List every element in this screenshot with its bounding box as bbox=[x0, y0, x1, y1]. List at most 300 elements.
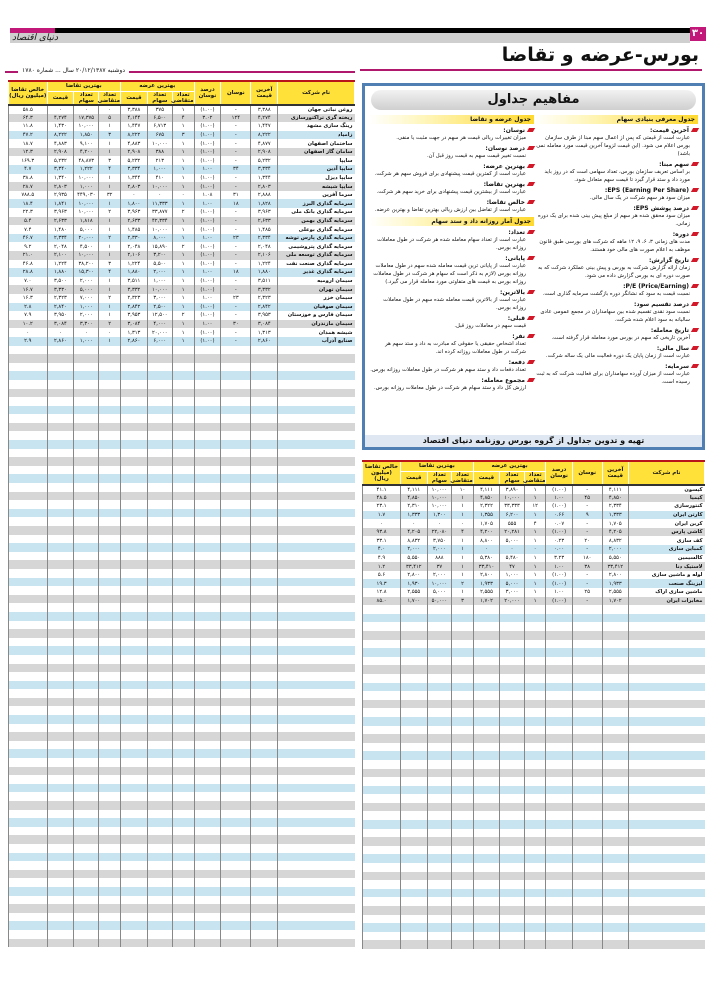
cell bbox=[47, 629, 74, 638]
cell: ۱ bbox=[99, 277, 121, 286]
company-name bbox=[629, 854, 705, 863]
company-name bbox=[278, 603, 355, 612]
cell bbox=[99, 354, 121, 363]
cell bbox=[473, 915, 499, 924]
cell bbox=[427, 897, 452, 906]
cell bbox=[221, 363, 251, 372]
cell bbox=[401, 923, 427, 932]
cell bbox=[121, 483, 148, 492]
cell: ۲۰,۰۰۰ bbox=[500, 597, 525, 606]
cell bbox=[572, 674, 602, 683]
table-row bbox=[9, 371, 355, 380]
cell bbox=[251, 517, 278, 526]
cell: ۲,۰۰۰ bbox=[401, 545, 427, 554]
cell bbox=[47, 921, 74, 930]
table-row bbox=[9, 853, 355, 862]
cell bbox=[473, 803, 499, 812]
cell bbox=[172, 689, 194, 698]
cell bbox=[194, 749, 221, 758]
cell bbox=[473, 700, 499, 709]
cell bbox=[172, 887, 194, 896]
cell bbox=[546, 614, 572, 623]
cell: (۱.۰۰) bbox=[546, 485, 572, 494]
cell bbox=[546, 906, 572, 915]
cell: ۱۹.۳ bbox=[363, 579, 401, 588]
company-name bbox=[278, 904, 355, 913]
cell bbox=[147, 474, 172, 483]
cell: ۱,۰۰۰ bbox=[74, 303, 99, 312]
cell bbox=[99, 664, 121, 673]
company-name bbox=[278, 664, 355, 673]
cell bbox=[74, 801, 99, 810]
cell bbox=[47, 526, 74, 535]
cell bbox=[427, 631, 452, 640]
cell bbox=[401, 932, 427, 941]
cell bbox=[99, 775, 121, 784]
cell: ۱,۴۴۷ bbox=[251, 122, 278, 131]
cell bbox=[47, 560, 74, 569]
company-name: سرمایه گذاری صنعت نفت bbox=[278, 260, 355, 269]
concept-term: سال مالی: bbox=[533, 345, 698, 352]
cell: ۱ bbox=[99, 217, 121, 226]
company-name bbox=[629, 906, 705, 915]
cell bbox=[74, 595, 99, 604]
cell bbox=[172, 389, 194, 398]
cell bbox=[99, 741, 121, 750]
table-row bbox=[9, 483, 355, 492]
cell: ۱ bbox=[524, 511, 545, 520]
cell bbox=[524, 769, 545, 778]
cell bbox=[473, 717, 499, 726]
cell: ۶,۵۰۰ bbox=[147, 114, 172, 123]
cell bbox=[172, 569, 194, 578]
cell bbox=[251, 689, 278, 698]
company-name bbox=[278, 526, 355, 535]
cell bbox=[221, 474, 251, 483]
cell bbox=[221, 784, 251, 793]
cell bbox=[363, 820, 401, 829]
cell bbox=[74, 526, 99, 535]
cell bbox=[47, 896, 74, 905]
cell bbox=[401, 726, 427, 735]
cell bbox=[74, 681, 99, 690]
concept-item bbox=[369, 289, 534, 312]
cell: - bbox=[572, 502, 602, 511]
cell bbox=[74, 861, 99, 870]
cell bbox=[401, 657, 427, 666]
cell bbox=[172, 784, 194, 793]
cell: ۴,۱۴۴ bbox=[121, 114, 148, 123]
table-row bbox=[9, 225, 355, 234]
cell bbox=[221, 500, 251, 509]
cell bbox=[524, 777, 545, 786]
cell bbox=[427, 726, 452, 735]
cell bbox=[546, 940, 572, 949]
company-name bbox=[629, 665, 705, 674]
company-name bbox=[629, 837, 705, 846]
table-row bbox=[9, 724, 355, 733]
company-name bbox=[278, 578, 355, 587]
cell bbox=[74, 535, 99, 544]
cell bbox=[9, 621, 48, 630]
cell bbox=[99, 560, 121, 569]
concept-definition: نسبت قیمت به سود که نشانگر دوره بازگشت سرمایه گذاری است. bbox=[542, 291, 690, 297]
cell bbox=[99, 363, 121, 372]
cell bbox=[99, 749, 121, 758]
concept-definition: بر اساس تعریف سازمان بورس، تعداد سهامی است که در روز باید مورد داد و ستد قرار گیرد تا قیمت سهم متعادل شود. bbox=[544, 169, 690, 183]
cell bbox=[221, 629, 251, 638]
cell bbox=[47, 621, 74, 630]
concept-term: درصد نوسان: bbox=[369, 145, 534, 152]
cell: ۱۱.۸ bbox=[9, 122, 48, 131]
table-row bbox=[9, 466, 355, 475]
cell: ۱۰ bbox=[452, 485, 473, 494]
cell bbox=[9, 423, 48, 432]
cell bbox=[500, 846, 525, 855]
cell bbox=[47, 741, 74, 750]
cell: - bbox=[221, 337, 251, 346]
cell bbox=[363, 863, 401, 872]
table-row bbox=[363, 597, 705, 606]
cell bbox=[9, 930, 48, 939]
cell: ۲,۸۴۲ bbox=[251, 303, 278, 312]
cell bbox=[9, 586, 48, 595]
cell bbox=[452, 691, 473, 700]
cell: ۲۳ bbox=[221, 294, 251, 303]
cell bbox=[363, 829, 401, 838]
company-name bbox=[278, 449, 355, 458]
company-name bbox=[278, 835, 355, 844]
cell bbox=[121, 423, 148, 432]
cell bbox=[172, 878, 194, 887]
cell: ۱ bbox=[99, 337, 121, 346]
company-name bbox=[278, 440, 355, 449]
cell bbox=[121, 749, 148, 758]
cell bbox=[172, 638, 194, 647]
cell bbox=[47, 371, 74, 380]
col-best-demand: بهترین تقاضا bbox=[47, 81, 121, 91]
cell bbox=[147, 792, 172, 801]
cell: ۱ bbox=[172, 337, 194, 346]
cell bbox=[221, 930, 251, 939]
cell bbox=[363, 769, 401, 778]
company-name bbox=[278, 853, 355, 862]
cell: ۱ bbox=[99, 285, 121, 294]
cell bbox=[363, 708, 401, 717]
cell bbox=[172, 792, 194, 801]
cell: ۵۸.۵ bbox=[9, 105, 48, 114]
table-row bbox=[363, 906, 705, 915]
cell bbox=[251, 749, 278, 758]
cell bbox=[9, 827, 48, 836]
cell bbox=[401, 717, 427, 726]
cell bbox=[74, 380, 99, 389]
table-row bbox=[9, 878, 355, 887]
cell bbox=[47, 517, 74, 526]
cell bbox=[401, 631, 427, 640]
cell bbox=[427, 889, 452, 898]
cell bbox=[546, 726, 572, 735]
cell bbox=[546, 846, 572, 855]
cell bbox=[221, 887, 251, 896]
concept-term: سرمایه: bbox=[533, 363, 698, 370]
cell bbox=[172, 749, 194, 758]
cell bbox=[572, 811, 602, 820]
cell bbox=[221, 698, 251, 707]
cell bbox=[602, 743, 628, 752]
concept-definition: عبارت است از تفاضل بین ارزش ریالی بهترین تقاضا و بهترین عرضه. bbox=[374, 207, 526, 213]
cell bbox=[9, 371, 48, 380]
company-name bbox=[629, 734, 705, 743]
table-row bbox=[9, 346, 355, 355]
table-row bbox=[9, 801, 355, 810]
cell bbox=[452, 700, 473, 709]
cell: - bbox=[221, 303, 251, 312]
table-row bbox=[9, 397, 355, 406]
cell bbox=[251, 431, 278, 440]
cell bbox=[221, 483, 251, 492]
cell bbox=[47, 913, 74, 922]
table-row bbox=[9, 457, 355, 466]
cell bbox=[363, 854, 401, 863]
cell bbox=[121, 715, 148, 724]
company-name bbox=[278, 887, 355, 896]
cell bbox=[47, 732, 74, 741]
cell bbox=[172, 578, 194, 587]
cell bbox=[121, 500, 148, 509]
cell bbox=[47, 689, 74, 698]
cell: ۱ bbox=[524, 485, 545, 494]
cell bbox=[363, 889, 401, 898]
cell bbox=[602, 717, 628, 726]
cell bbox=[47, 904, 74, 913]
cell bbox=[121, 741, 148, 750]
cell bbox=[221, 732, 251, 741]
cell bbox=[500, 700, 525, 709]
cell bbox=[473, 760, 499, 769]
table-row bbox=[9, 706, 355, 715]
cell bbox=[74, 655, 99, 664]
cell bbox=[74, 939, 99, 948]
cell bbox=[9, 818, 48, 827]
table-row bbox=[9, 870, 355, 879]
cell bbox=[500, 717, 525, 726]
cell: ۰ bbox=[147, 191, 172, 200]
company-name bbox=[278, 724, 355, 733]
cell: ۱ bbox=[172, 182, 194, 191]
cell bbox=[221, 844, 251, 853]
cell bbox=[194, 646, 221, 655]
cell: ۱ bbox=[524, 579, 545, 588]
cell bbox=[172, 853, 194, 862]
company-name bbox=[278, 371, 355, 380]
cell: ۴,۲۰۰ bbox=[473, 528, 499, 537]
table-row bbox=[363, 640, 705, 649]
cell bbox=[194, 603, 221, 612]
cell: ۱ bbox=[99, 303, 121, 312]
cell bbox=[99, 853, 121, 862]
cell: ۱,۳۴۴ bbox=[121, 174, 148, 183]
cell bbox=[363, 837, 401, 846]
cell bbox=[602, 708, 628, 717]
cell bbox=[452, 863, 473, 872]
cell bbox=[194, 853, 221, 862]
cell: ۳۲ bbox=[99, 191, 121, 200]
cell bbox=[363, 726, 401, 735]
cell bbox=[121, 827, 148, 836]
cell bbox=[74, 578, 99, 587]
cell bbox=[9, 483, 48, 492]
cell: ۴.۹ bbox=[363, 554, 401, 563]
cell: - bbox=[221, 122, 251, 131]
cell: ۱,۸۴۱ bbox=[47, 199, 74, 208]
cell bbox=[74, 878, 99, 887]
company-name bbox=[278, 586, 355, 595]
col-vol: تعداد سهام bbox=[500, 471, 525, 485]
cell: ۱۰,۰۰۰ bbox=[147, 139, 172, 148]
cell bbox=[47, 406, 74, 415]
concept-definition: قیمت سهم در معاملات روز قبل. bbox=[454, 323, 526, 329]
cell: ۱ bbox=[172, 225, 194, 234]
cell bbox=[524, 622, 545, 631]
cell bbox=[221, 517, 251, 526]
cell: - bbox=[572, 545, 602, 554]
table-row bbox=[9, 114, 355, 123]
cell bbox=[121, 810, 148, 819]
cell: ۰ bbox=[363, 519, 401, 528]
cell: ۲۰,۰۰۰ bbox=[74, 234, 99, 243]
cell: (۱.۰۰) bbox=[194, 208, 221, 217]
cell bbox=[251, 878, 278, 887]
cell bbox=[363, 734, 401, 743]
company-name: سرمایه گذاری بوعلی bbox=[278, 225, 355, 234]
cell: ۱,۸۱۸ bbox=[74, 217, 99, 226]
cell bbox=[121, 930, 148, 939]
cell bbox=[9, 913, 48, 922]
cell bbox=[401, 846, 427, 855]
cell: ۱ bbox=[172, 234, 194, 243]
cell: ۳۷ bbox=[427, 562, 452, 571]
cell bbox=[473, 665, 499, 674]
company-name: سیمان فارس و خوزستان bbox=[278, 311, 355, 320]
cell: ۱ bbox=[524, 588, 545, 597]
cell bbox=[473, 872, 499, 881]
cell: ۱ bbox=[99, 148, 121, 157]
cell: ۰.۰۷ bbox=[546, 519, 572, 528]
cell bbox=[99, 517, 121, 526]
table-row bbox=[363, 700, 705, 709]
cell bbox=[99, 552, 121, 561]
cell bbox=[221, 646, 251, 655]
cell bbox=[602, 657, 628, 666]
table-row bbox=[9, 595, 355, 604]
table-row bbox=[9, 913, 355, 922]
cell: ۴ bbox=[99, 268, 121, 277]
cell bbox=[251, 543, 278, 552]
cell bbox=[524, 854, 545, 863]
cell bbox=[524, 648, 545, 657]
cell bbox=[602, 863, 628, 872]
cell bbox=[147, 578, 172, 587]
cell: ۲,۳۲۳ bbox=[251, 294, 278, 303]
table-row bbox=[9, 578, 355, 587]
concept-term: مجموع معامله: bbox=[369, 377, 534, 384]
cell bbox=[427, 700, 452, 709]
cell bbox=[147, 939, 172, 948]
cell bbox=[99, 629, 121, 638]
cell bbox=[99, 818, 121, 827]
cell: ۱ bbox=[524, 597, 545, 606]
cell bbox=[99, 612, 121, 621]
cell bbox=[147, 887, 172, 896]
cell: ۱ bbox=[99, 225, 121, 234]
cell bbox=[473, 854, 499, 863]
cell bbox=[473, 605, 499, 614]
concept-term: بهترین عرضه: bbox=[369, 163, 534, 170]
company-name bbox=[278, 414, 355, 423]
cell: - bbox=[221, 131, 251, 140]
cell: ۳۳,۳۳۳ bbox=[500, 502, 525, 511]
cell bbox=[251, 612, 278, 621]
cell: ۲,۹۰۸ bbox=[47, 148, 74, 157]
cell bbox=[194, 406, 221, 415]
table-row bbox=[9, 260, 355, 269]
cell bbox=[121, 844, 148, 853]
table-row bbox=[9, 337, 355, 346]
cell: (۱.۰۰) bbox=[194, 139, 221, 148]
cell: ۱,۲۲۴ bbox=[121, 260, 148, 269]
cell bbox=[74, 517, 99, 526]
cell bbox=[9, 595, 48, 604]
company-name bbox=[278, 621, 355, 630]
cell bbox=[121, 681, 148, 690]
cell: ۱.۰۰ bbox=[194, 165, 221, 174]
table-row bbox=[363, 614, 705, 623]
concept-item bbox=[369, 163, 534, 178]
cell: ۵,۵۰۰ bbox=[147, 260, 172, 269]
table-row bbox=[9, 792, 355, 801]
cell bbox=[121, 354, 148, 363]
table-row bbox=[363, 485, 705, 494]
table-row bbox=[9, 930, 355, 939]
cell bbox=[427, 708, 452, 717]
company-name bbox=[278, 870, 355, 879]
cell bbox=[427, 803, 452, 812]
company-name bbox=[629, 657, 705, 666]
cell bbox=[221, 939, 251, 948]
cell bbox=[572, 691, 602, 700]
cell bbox=[99, 457, 121, 466]
cell bbox=[602, 700, 628, 709]
cell bbox=[172, 758, 194, 767]
cell bbox=[452, 940, 473, 949]
cell bbox=[9, 896, 48, 905]
cell bbox=[401, 872, 427, 881]
cell bbox=[452, 846, 473, 855]
table-row bbox=[9, 818, 355, 827]
company-name bbox=[278, 535, 355, 544]
cell bbox=[147, 535, 172, 544]
cell: ۱ bbox=[524, 554, 545, 563]
concept-item bbox=[369, 181, 534, 196]
cell: ۱ bbox=[172, 122, 194, 131]
cell: - bbox=[221, 285, 251, 294]
cell bbox=[172, 543, 194, 552]
cell bbox=[147, 810, 172, 819]
company-name bbox=[629, 622, 705, 631]
cell bbox=[473, 794, 499, 803]
cell bbox=[251, 603, 278, 612]
